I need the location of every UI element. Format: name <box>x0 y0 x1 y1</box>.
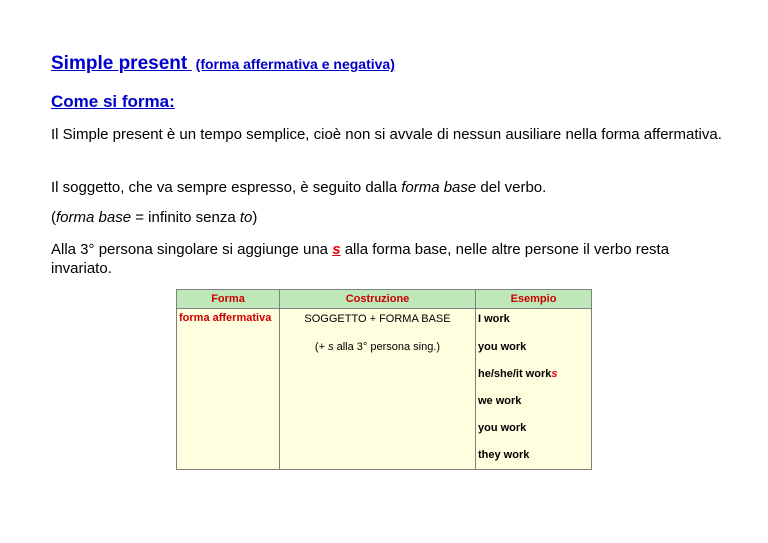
p3-mid: = infinito senza <box>131 209 240 226</box>
spacer <box>280 415 475 442</box>
table-row <box>177 309 592 470</box>
paragraph-third-person <box>51 240 731 278</box>
p3-italic-2: to <box>239 209 253 226</box>
forma-cell: forma affermativa <box>177 309 280 470</box>
p2-text-after: del verbo. <box>476 179 547 196</box>
spacer <box>280 388 475 415</box>
note-italic-s: s <box>328 341 334 353</box>
p4-highlight-s: s <box>332 241 341 258</box>
grammar-table <box>176 289 592 470</box>
example-line: they work <box>478 449 530 461</box>
section-heading: Come si forma: <box>51 92 175 111</box>
p3-open: ( <box>51 209 56 226</box>
example-line: you work <box>478 422 527 434</box>
p4-text-after: alla forma base, nelle altre persone il verbo resta invariato. <box>51 241 670 277</box>
costruzione-cell <box>280 309 476 470</box>
header-esempio: Esempio <box>476 290 592 309</box>
note-rest: alla 3° persona sing.) <box>333 341 441 353</box>
p3-close: ) <box>252 209 258 226</box>
title-subtitle: (forma affermativa e negativa) <box>195 56 395 72</box>
note-open: (+ <box>314 341 329 353</box>
example-line: I work <box>478 313 510 325</box>
p2-text-before: Il soggetto, che va sempre espresso, è seguito dalla <box>51 179 402 196</box>
example-line <box>476 361 591 388</box>
header-forma: Forma <box>177 290 280 309</box>
paragraph-intro: Il Simple present è un tempo semplice, cioè non si avvale di nessun ausiliare nella forma affermativa. <box>51 126 722 143</box>
title-main: Simple present <box>51 53 188 74</box>
example-line: you work <box>478 341 527 353</box>
esempio-cell <box>476 309 592 470</box>
example-line: we work <box>478 395 522 407</box>
p3-italic-1: forma base <box>56 209 132 226</box>
paragraph-base-form <box>51 208 731 227</box>
example-stem: he/she/it work <box>478 368 552 380</box>
spacer <box>280 361 475 388</box>
p4-text-before: Alla 3° persona singolare si aggiunge una <box>51 241 333 258</box>
p2-italic: forma base <box>401 179 477 196</box>
spacer <box>280 442 475 469</box>
header-costruzione: Costruzione <box>280 290 476 309</box>
costruzione-rule: SOGGETTO + FORMA BASE <box>304 313 451 325</box>
example-suffix-s: s <box>551 368 558 380</box>
paragraph-subject <box>51 178 731 197</box>
costruzione-note <box>280 334 475 361</box>
table-header-row <box>177 290 592 309</box>
page-title <box>51 53 395 75</box>
